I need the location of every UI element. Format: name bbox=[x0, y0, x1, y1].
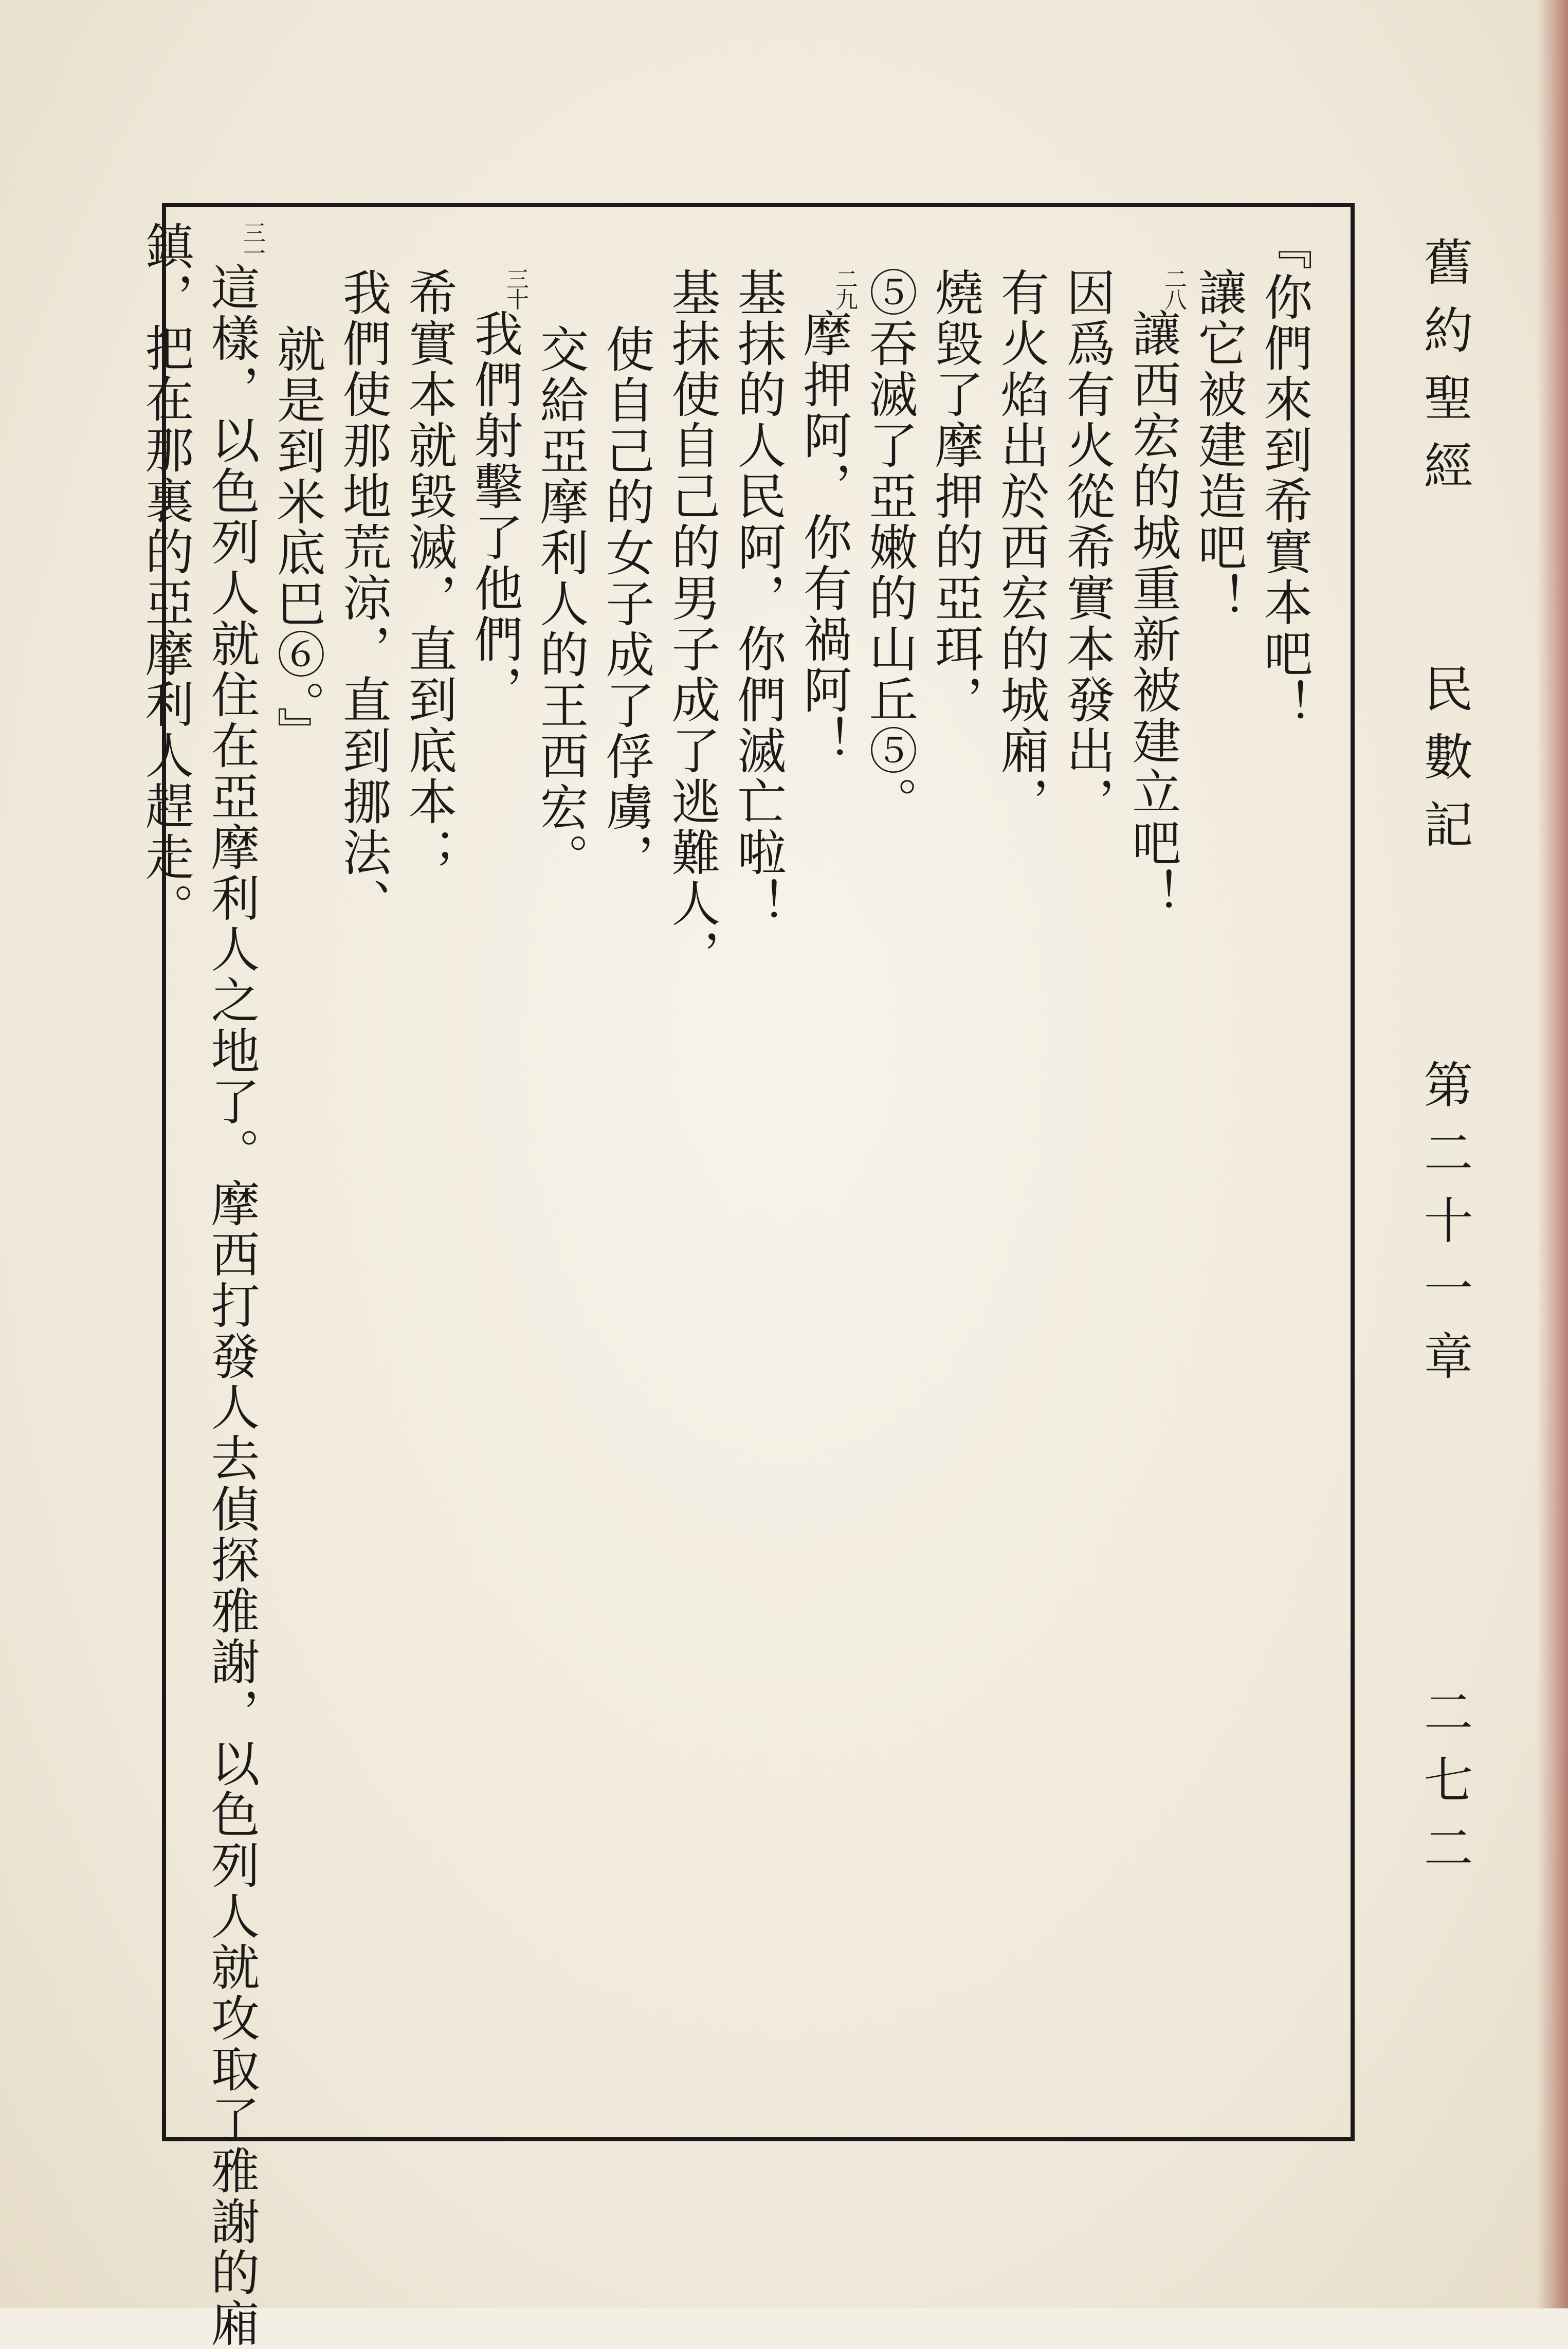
line-text: 讓它被建造吧！ bbox=[1190, 267, 1247, 624]
line-text: 基抹的人民阿，你們滅亡啦！ bbox=[730, 267, 786, 929]
line-text: 就是到米底巴⑥。』 bbox=[269, 324, 325, 758]
text-line bbox=[1054, 221, 1119, 2139]
text-line bbox=[923, 221, 987, 2139]
line-text: 我們射擊了他們， bbox=[466, 308, 523, 716]
line-text: 讓西宏的城重新被建立吧！ bbox=[1124, 308, 1181, 919]
line-text: 燒毀了摩押的亞珥， bbox=[927, 267, 983, 725]
text-line bbox=[791, 221, 858, 2139]
line-text: ⑤吞滅了亞嫩的山丘⑤。 bbox=[861, 267, 918, 827]
book-name: 民數記 bbox=[1416, 663, 1473, 867]
text-line bbox=[660, 221, 724, 2139]
page-edge-stain bbox=[1537, 0, 1568, 2308]
text-line bbox=[199, 221, 265, 2349]
page-number: 二七二 bbox=[1416, 1686, 1473, 1890]
text-line bbox=[1186, 221, 1250, 2139]
verse-number: 二九 bbox=[831, 267, 858, 308]
line-text: 因爲有火從希實本發出， bbox=[1059, 267, 1115, 827]
text-line bbox=[725, 221, 790, 2139]
line-text: 『你們來到希實本吧！ bbox=[1256, 221, 1312, 730]
line-text: 這樣，以色列人就住在亞摩利人之地了。摩西打發人去偵探雅謝，以色列人就攻取了雅謝的廂 bbox=[203, 262, 260, 2349]
text-line bbox=[528, 221, 592, 2195]
verse-number: 二八 bbox=[1160, 267, 1187, 308]
text-line bbox=[331, 221, 395, 2139]
text-line bbox=[989, 221, 1053, 2139]
verse-number: 三一 bbox=[239, 221, 265, 262]
text-line bbox=[133, 221, 197, 2092]
line-text: 希實本就毀滅，直到底本； bbox=[400, 267, 457, 878]
text-line bbox=[1252, 221, 1316, 2092]
running-head bbox=[1409, 236, 1481, 1890]
line-text: 我們使那地荒涼，直到挪法、 bbox=[335, 267, 391, 929]
verse-number: 三十 bbox=[502, 267, 528, 308]
line-text: 摩押阿，你有禍阿！ bbox=[795, 308, 852, 767]
text-line bbox=[462, 221, 526, 2139]
scripture-text bbox=[137, 221, 1316, 2349]
line-text: 交給亞摩利人的王西宏。 bbox=[532, 324, 589, 884]
line-text: 鎮，把在那裏的亞摩利人趕走。 bbox=[137, 221, 194, 934]
line-text: 使自己的女子成了俘虜， bbox=[598, 324, 654, 884]
text-line bbox=[265, 221, 329, 2195]
chapter-heading: 第二十一章 bbox=[1416, 1059, 1473, 1398]
text-line bbox=[857, 221, 921, 2139]
line-text: 有火焰出於西宏的城廂， bbox=[993, 267, 1049, 827]
line-text: 基抹使自己的男子成了逃難人， bbox=[664, 267, 720, 980]
book-title: 舊約聖經 bbox=[1416, 236, 1473, 508]
text-line bbox=[396, 221, 461, 2139]
text-line bbox=[1120, 221, 1187, 2139]
text-line bbox=[594, 221, 658, 2195]
